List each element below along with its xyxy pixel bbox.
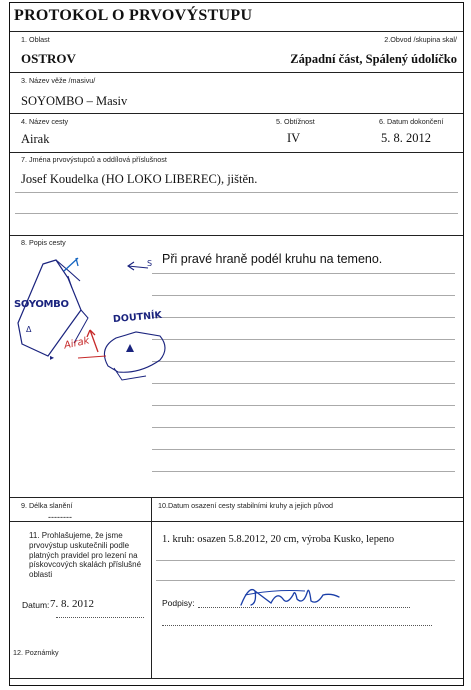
popis-value: Při pravé hraně podél kruhu na temeno. <box>162 252 383 266</box>
obtiznost-value: IV <box>287 131 301 145</box>
protocol-form <box>9 2 464 686</box>
cesta-value: Airak <box>21 132 50 146</box>
prohlaseni-label: 11. Prohlašujeme, že jsme prvovýstup uskutečnili podle platných pravidel pro lezení na pískovcových skalách příslušné oblasti <box>29 531 142 579</box>
prvovystupci-value: Josef Koudelka (HO LOKO LIBEREC), jištěn. <box>21 172 258 186</box>
cesta-label: 4. Název cesty <box>21 117 69 126</box>
poznamky-label: 12. Poznámky <box>13 648 59 657</box>
signature <box>235 581 345 611</box>
obtiznost-label: 5. Obtížnost <box>276 117 315 126</box>
svg-text:▸: ▸ <box>50 353 55 362</box>
slaneni-value: -------- <box>48 512 72 522</box>
form-title: PROTOKOL O PRVOVÝSTUPU <box>14 7 253 24</box>
oblast-value: OSTROV <box>21 51 76 66</box>
prvovystupci-label: 7. Jména prvovýstupců a oddílová příslušnost <box>21 155 167 164</box>
datum-value: 7. 8. 2012 <box>50 598 94 610</box>
datum-dokonceni-value: 5. 8. 2012 <box>381 131 431 145</box>
osazeni-value: 1. kruh: osazen 5.8.2012, 20 cm, výroba Kusko, lepeno <box>162 534 395 545</box>
vez-label: 3. Název věže /masivu/ <box>21 76 96 85</box>
osazeni-label: 10.Datum osazení cesty stabilními kruhy a jejich původ <box>158 501 333 510</box>
sketch-label-soyombo: SOYOMBO <box>14 299 69 310</box>
vez-value: SOYOMBO – Masiv <box>21 94 128 108</box>
datum-dokonceni-label: 6. Datum dokončení <box>379 117 444 126</box>
north-mark: S <box>147 259 153 268</box>
obvod-value: Západní část, Spálený údolíčko <box>290 52 457 66</box>
sketch-label-doutnik: DOUTNÍK <box>112 309 163 326</box>
slaneni-label: 9. Délka slanění <box>21 501 73 510</box>
datum-label: Datum: <box>22 600 50 610</box>
podpisy-label: Podpisy: <box>162 598 195 608</box>
svg-text:Δ: Δ <box>26 325 32 334</box>
sketch-label-airak: Airak <box>63 335 91 352</box>
oblast-label: 1. Oblast <box>21 35 50 44</box>
obvod-label: 2.Obvod /skupina skal/ <box>384 35 457 44</box>
popis-label: 8. Popis cesty <box>21 238 66 247</box>
